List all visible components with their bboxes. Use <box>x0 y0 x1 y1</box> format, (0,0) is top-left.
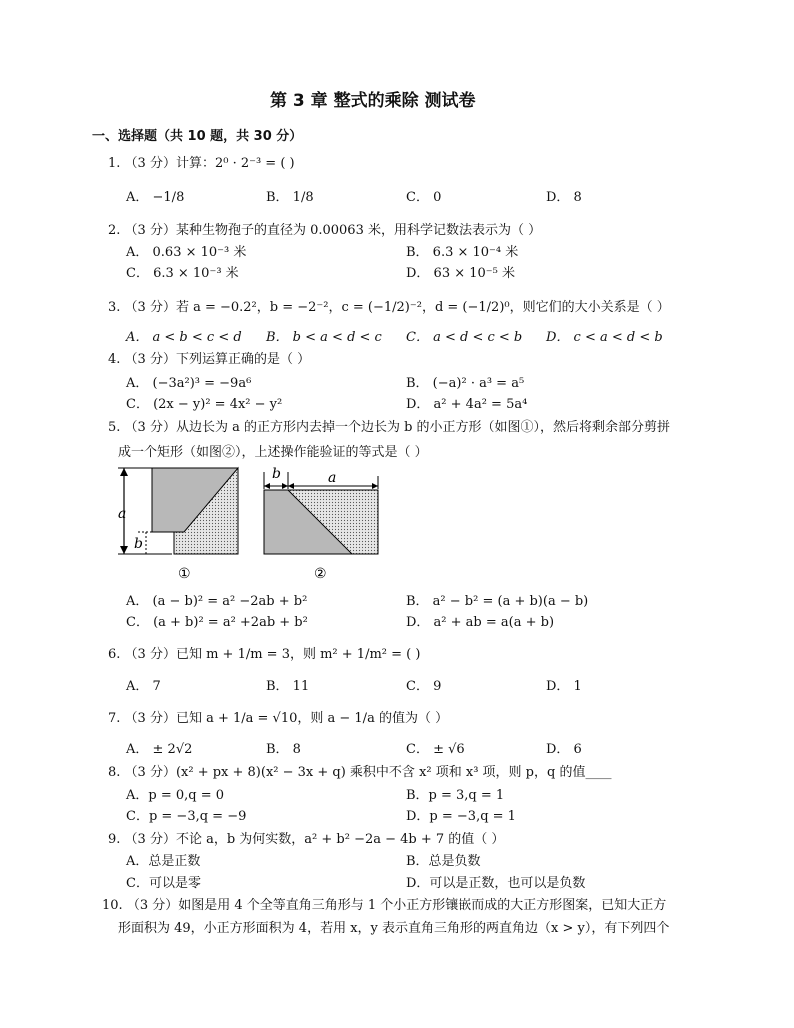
option-6b: B． 11 <box>266 679 310 694</box>
option-2c: C． 6.3 × 10⁻³ 米 <box>126 266 239 281</box>
question-5 <box>108 416 670 435</box>
question-stem: （3 分）某种生物孢子的直径为 0.00063 米，用科学记数法表示为（ ） <box>124 223 542 238</box>
question-number: 5. <box>108 420 121 435</box>
square-figure <box>112 462 402 584</box>
option-1c: C． 0 <box>406 190 442 205</box>
question-number: 8. <box>108 765 121 780</box>
option-6a: A． 7 <box>126 679 161 694</box>
option-3d: D． c < a < d < b <box>546 330 663 345</box>
label-a-fig1: a <box>118 506 127 522</box>
question-10 <box>102 894 666 913</box>
question-stem: （3 分）已知 a + 1/a = √10，则 a − 1/a 的值为（ ） <box>124 711 449 726</box>
question-stem: （3 分）已知 m + 1/m = 3，则 m² + 1/m² = ( ) <box>124 647 421 662</box>
question-10-continued: 形面积为 49，小正方形面积为 4，若用 x，y 表示直角三角形的两直角边（x > y），有下列四个 <box>118 921 670 936</box>
option-9d: D．可以是正数，也可以是负数 <box>406 876 586 891</box>
question-5-continued: 成一个矩形（如图②），上述操作能验证的等式是（ ） <box>118 445 428 460</box>
option-6d: D． 1 <box>546 679 582 694</box>
option-5d: D． a² + ab = a(a + b) <box>406 615 555 630</box>
option-3c: C． a < d < c < b <box>406 330 523 345</box>
figure-2 <box>264 466 378 582</box>
figure-caption-1: ① <box>178 566 191 582</box>
option-1a: A． −1/8 <box>126 190 185 205</box>
question-1 <box>108 152 295 171</box>
option-1b: B． 1/8 <box>266 190 314 205</box>
option-6c: C． 9 <box>406 679 442 694</box>
label-b-fig1: b <box>134 536 143 552</box>
option-4c: C． (2x − y)² = 4x² − y² <box>126 397 283 412</box>
option-8c: C．p = −3,q = −9 <box>126 809 247 824</box>
question-stem: （3 分）从边长为 a 的正方形内去掉一个边长为 b 的小正方形（如图①），然后将剩余部分剪拼 <box>124 420 671 435</box>
option-8d: D．p = −3,q = 1 <box>406 809 516 824</box>
option-7b: B． 8 <box>266 742 301 757</box>
question-number: 10. <box>102 898 123 913</box>
label-a-fig2: a <box>328 470 337 486</box>
option-5c: C． (a + b)² = a² +2ab + b² <box>126 615 308 630</box>
option-3b: B． b < a < d < c <box>266 330 382 345</box>
option-2b: B． 6.3 × 10⁻⁴ 米 <box>406 245 519 260</box>
question-3 <box>108 296 670 315</box>
option-2a: A． 0.63 × 10⁻³ 米 <box>126 245 247 260</box>
question-number: 7. <box>108 711 121 726</box>
question-stem: （3 分）(x² + px + 8)(x² − 3x + q) 乘积中不含 x² 项和 x³ 项，则 p，q 的值____ <box>124 765 612 780</box>
option-4d: D． a² + 4a² = 5a⁴ <box>406 397 528 412</box>
figure-1 <box>118 468 238 582</box>
option-9a: A．总是正数 <box>126 854 201 869</box>
option-7c: C． ± √6 <box>406 742 465 757</box>
question-number: 9. <box>108 832 121 847</box>
option-5b: B． a² − b² = (a + b)(a − b) <box>406 594 589 609</box>
question-number: 6. <box>108 647 121 662</box>
option-9c: C．可以是零 <box>126 876 201 891</box>
question-stem: （3 分）下列运算正确的是（ ） <box>124 352 311 367</box>
question-number: 4. <box>108 352 121 367</box>
option-8a: A．p = 0,q = 0 <box>126 788 225 803</box>
question-stem: （3 分）不论 a，b 为何实数，a² + b² −2a − 4b + 7 的值（ ） <box>124 832 505 847</box>
question-8 <box>108 761 611 780</box>
option-1d: D． 8 <box>546 190 582 205</box>
question-9 <box>108 828 504 847</box>
question-6 <box>108 643 420 662</box>
option-5a: A． (a − b)² = a² −2ab + b² <box>126 594 308 609</box>
question-2 <box>108 219 541 238</box>
option-3a: A． a < b < c < d <box>126 330 242 345</box>
option-7d: D． 6 <box>546 742 582 757</box>
question-7 <box>108 707 448 726</box>
question-stem: （3 分）如图是用 4 个全等直角三角形与 1 个小正方形镶嵌而成的大正方形图案，已知大正方 <box>126 898 667 913</box>
question-number: 3. <box>108 300 121 315</box>
option-2d: D． 63 × 10⁻⁵ 米 <box>406 266 516 281</box>
question-stem: （3 分）若 a = −0.2²，b = −2⁻²，c = (−1/2)⁻²，d = (−1/2)⁰，则它们的大小关系是（ ） <box>124 300 670 315</box>
option-9b: B．总是负数 <box>406 854 481 869</box>
question-4 <box>108 348 310 367</box>
page-title: 第 3 章 整式的乘除 测试卷 <box>270 91 476 111</box>
question-number: 1. <box>108 156 121 171</box>
label-b-fig2: b <box>272 466 281 482</box>
figure-caption-2: ② <box>314 566 327 582</box>
option-4a: A． (−3a²)³ = −9a⁶ <box>126 376 252 391</box>
option-4b: B． (−a)² · a³ = a⁵ <box>406 376 525 391</box>
question-number: 2. <box>108 223 121 238</box>
option-8b: B．p = 3,q = 1 <box>406 788 505 803</box>
section-heading: 一、选择题（共 10 题，共 30 分） <box>92 129 303 144</box>
question-stem: （3 分）计算：2⁰ · 2⁻³ = ( ) <box>124 156 295 171</box>
option-7a: A． ± 2√2 <box>126 742 193 757</box>
